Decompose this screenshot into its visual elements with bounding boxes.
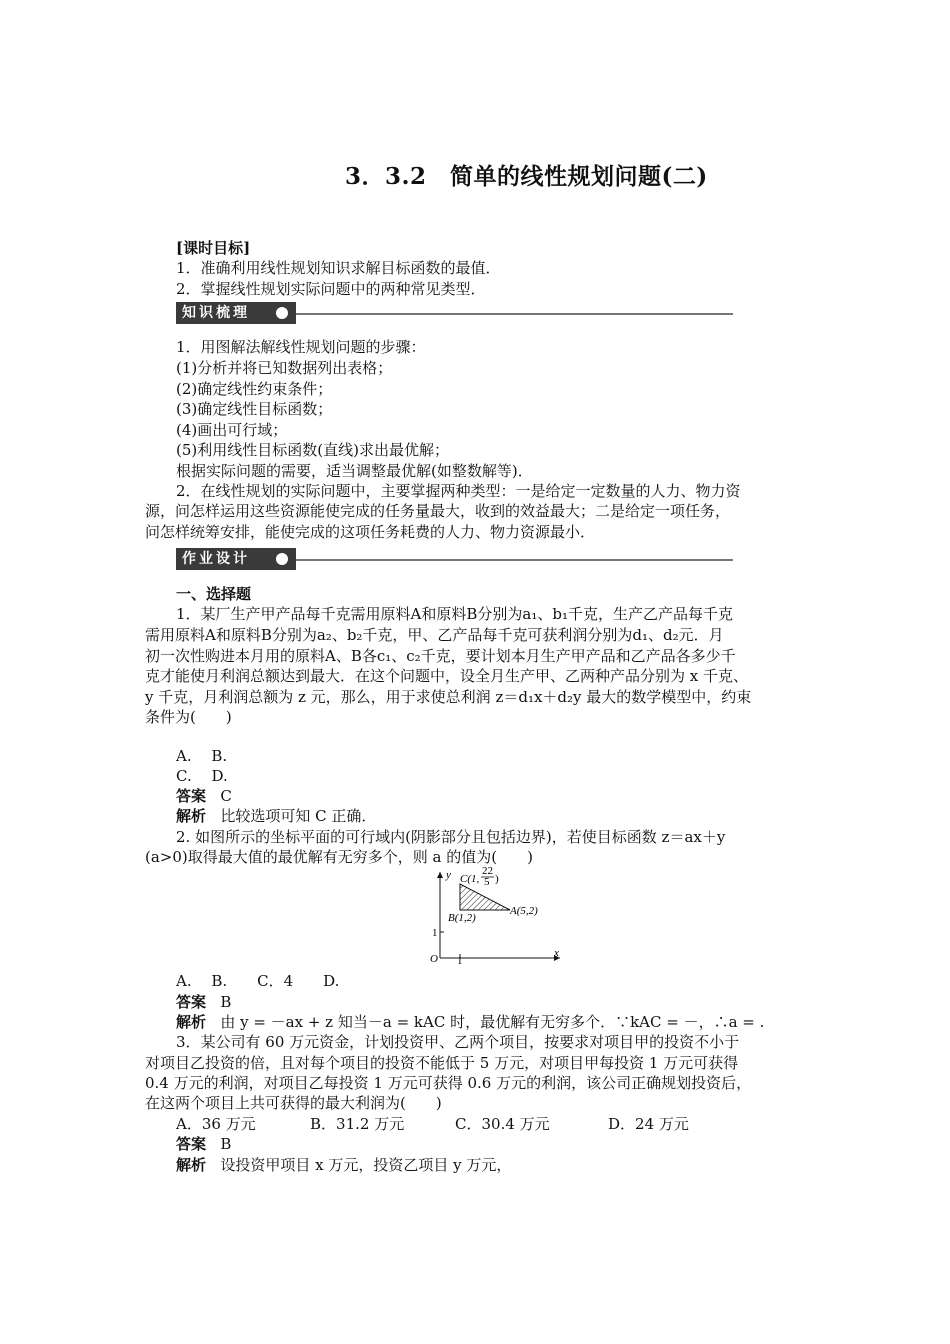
q1-line: y 千克，月利润总额为 z 元，那么，用于求使总利润 z＝d₁x＋d₂y 最大的数学模型中，约束 (145, 688, 752, 706)
review-line: (2)确定线性约束条件； (176, 380, 333, 398)
x-label: x (554, 947, 559, 959)
point-a-label: A(5,2) (510, 905, 538, 917)
review-line: 根据实际问题的需要，适当调整最优解(如整数解等)． (176, 462, 533, 480)
analysis-label: 解析 (176, 1156, 207, 1174)
analysis-text: 比较选项可知 C 正确． (220, 807, 377, 825)
review-line: (3)确定线性目标函数； (176, 400, 333, 418)
tick-x-label: 1 (457, 955, 463, 966)
y-label: y (446, 869, 451, 881)
q3-line: 对项目乙投资的倍，且对每个项目的投资不能低于 5 万元，对项目甲每投资 1 万元可获得 (145, 1054, 739, 1072)
q3-line: 0.4 万元的利润，对项目乙每投资 1 万元可获得 0.6 万元的利润，该公司正确规划投资后， (145, 1074, 752, 1092)
q1-options: C. D. (176, 767, 228, 785)
answer-value: B (220, 993, 232, 1011)
review-line: (1)分析并将已知数据列出表格； (176, 359, 393, 377)
tick-y-label: 1 (432, 927, 438, 939)
answer-label: 答案 (176, 993, 207, 1011)
analysis-text: 设投资甲项目 x 万元，投资乙项目 y 万元， (220, 1156, 512, 1174)
review-line: 2．在线性规划的实际问题中，主要掌握两种类型：一是给定一定数量的人力、物力资 (176, 482, 741, 500)
q3-line: 3．某公司有 60 万元资金，计划投资甲、乙两个项目，按要求对项目甲的投资不小于 (176, 1033, 740, 1051)
point-b-label: B(1,2) (448, 912, 476, 924)
q1-line: 克才能使月利润总额达到最大．在这个问题中，设全月生产甲、乙两种产品分别为 x 千克、 (145, 667, 748, 685)
q1-line: 1．某厂生产甲产品每千克需用原料A和原料B分别为a₁、b₁千克，生产乙产品每千克 (176, 605, 733, 623)
q2-line: (a>0)取得最大值的最优解有无穷多个，则 a 的值为( ) (145, 848, 533, 866)
goals-heading: [课时目标] (176, 239, 251, 257)
page-title: 3．3.2 简单的线性规划问题(二) (345, 163, 708, 190)
goal-item: 2．掌握线性规划实际问题中的两种常见类型． (176, 280, 486, 298)
review-line: (5)利用线性目标函数(直线)求出最优解； (176, 441, 449, 459)
analysis-label: 解析 (176, 1013, 207, 1031)
section-heading: 一、选择题 (176, 585, 252, 603)
analysis-text: 由 y = －ax + z 知当－a = kAC 时，最优解有无穷多个．∵kAC = －，∴a = . (220, 1013, 765, 1031)
point-c-label: C(1, (460, 873, 480, 885)
analysis-label: 解析 (176, 807, 207, 825)
q2-line: 2. 如图所示的坐标平面的可行域内(阴影部分且包括边界)，若使目标函数 z＝ax＋y (176, 828, 726, 846)
point-c-close: ) (495, 873, 499, 885)
banner-label: 作业设计 (176, 548, 296, 570)
origin-label: O (430, 953, 438, 965)
answer-label: 答案 (176, 787, 207, 805)
point-c-denominator: 5 (484, 876, 490, 888)
feasible-region-figure (420, 866, 570, 966)
banner-label: 知识梳理 (176, 302, 296, 324)
answer-value: B (220, 1135, 232, 1153)
goal-item: 1．准确利用线性规划知识求解目标函数的最值． (176, 259, 501, 277)
review-line: 问怎样统筹安排，能使完成的这项任务耗费的人力、物力资源最小． (145, 523, 596, 541)
q1-options: A. B. (176, 747, 228, 765)
banner-rule (296, 313, 733, 315)
review-line: 源，问怎样运用这些资源能使完成的任务量最大，收到的效益最大；二是给定一项任务， (145, 502, 731, 520)
q3-option-b: B．31.2 万元 (310, 1115, 405, 1133)
q1-line: 初一次性购进本月用的原料A、B各c₁、c₂千克，要计划本月生产甲产品和乙产品各多少千 (145, 647, 736, 665)
banner-dot-icon (276, 307, 288, 319)
review-line: (4)画出可行域； (176, 421, 288, 439)
q3-line: 在这两个项目上共可获得的最大利润为( ) (145, 1094, 442, 1112)
answer-value: C (220, 787, 232, 805)
q3-option-d: D．24 万元 (608, 1115, 689, 1133)
q2-options: A. B. C．4 D. (176, 972, 340, 990)
review-line: 1．用图解法解线性规划问题的步骤： (176, 338, 426, 356)
banner-dot-icon (276, 553, 288, 565)
q1-line: 条件为( ) (145, 708, 232, 726)
q1-line: 需用原料A和原料B分别为a₂、b₂千克，甲、乙产品每千克可获利润分别为d₁、d₂元．月 (145, 626, 724, 644)
q3-option-c: C．30.4 万元 (455, 1115, 550, 1133)
q3-option-a: A．36 万元 (176, 1115, 256, 1133)
point-c-numerator: 22 (482, 866, 493, 877)
banner-rule (296, 559, 733, 561)
answer-label: 答案 (176, 1135, 207, 1153)
